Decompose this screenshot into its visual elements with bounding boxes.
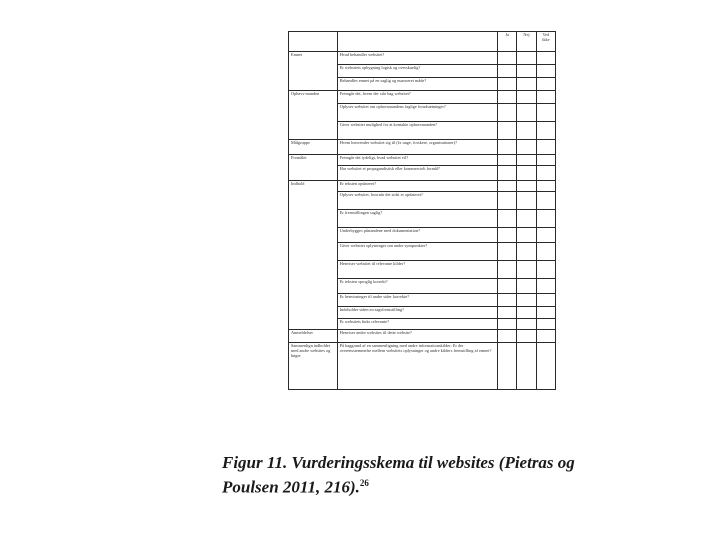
checkbox-cell-nej xyxy=(517,330,536,343)
category-label: Emnet xyxy=(289,52,338,91)
checkbox-cell-ved-ikke xyxy=(536,330,555,343)
checkbox-cell-ved-ikke xyxy=(536,155,555,166)
checkbox-cell-nej xyxy=(517,319,536,330)
checkbox-cell-nej xyxy=(517,243,536,261)
checkbox-cell-nej xyxy=(517,343,536,390)
question-text: Fremgår det tydeligt, hvad websitet vil? xyxy=(337,155,497,166)
form-row xyxy=(289,140,556,155)
checkbox-cell-nej xyxy=(517,210,536,228)
checkbox-cell-nej xyxy=(517,166,536,181)
checkbox-cell-ja xyxy=(498,65,517,78)
checkbox-cell-ved-ikke xyxy=(536,140,555,155)
checkbox-cell-ja xyxy=(498,330,517,343)
table-header-row xyxy=(289,32,556,52)
question-text: Er websitets opbygning logisk og overskuelig? xyxy=(337,65,497,78)
checkbox-cell-nej xyxy=(517,261,536,279)
checkbox-cell-ved-ikke xyxy=(536,78,555,91)
caption-text: Figur 11. Vurderingsskema til websites (Pietras og Poulsen 2011, 216). xyxy=(222,453,575,497)
header-blank-cell xyxy=(337,32,497,52)
checkbox-cell-nej xyxy=(517,155,536,166)
checkbox-cell-nej xyxy=(517,78,536,91)
checkbox-cell-ved-ikke xyxy=(536,166,555,181)
checkbox-cell-nej xyxy=(517,294,536,307)
checkbox-cell-nej xyxy=(517,122,536,140)
question-text: Oplyser websitet, hvornår det sidst er opdateret? xyxy=(337,192,497,210)
question-text: Fremgår det, hvem der står bag websitet? xyxy=(337,91,497,104)
checkbox-cell-ved-ikke xyxy=(536,307,555,319)
question-text: Henviser andre websites til dette website? xyxy=(337,330,497,343)
checkbox-cell-ja xyxy=(498,181,517,192)
checkbox-cell-ja xyxy=(498,91,517,104)
question-text: Oplyser websitet om ophavsmandens faglige forudsætninger? xyxy=(337,104,497,122)
category-label: Anmeldelser xyxy=(289,330,338,343)
question-text: Er fremstillingen saglig? xyxy=(337,210,497,228)
checkbox-cell-ja xyxy=(498,140,517,155)
figure-caption xyxy=(222,453,622,498)
checkbox-cell-ja xyxy=(498,192,517,210)
checkbox-cell-nej xyxy=(517,307,536,319)
checkbox-cell-ja xyxy=(498,307,517,319)
checkbox-cell-nej xyxy=(517,91,536,104)
checkbox-cell-ja xyxy=(498,261,517,279)
question-text: På baggrund af en sammenligning med andre informationskilder: Er der overensstemmelse mellem websitets oplysninger og andre kilders fremstilling af emnet? xyxy=(337,343,497,390)
checkbox-cell-ja xyxy=(498,166,517,181)
checkbox-cell-ja xyxy=(498,210,517,228)
checkbox-cell-ja xyxy=(498,319,517,330)
question-text: Har websitet et propagandistisk eller kommercielt formål? xyxy=(337,166,497,181)
checkbox-cell-ja xyxy=(498,243,517,261)
header-ved-ikke: Ved ikke xyxy=(536,32,555,52)
question-text: Behandles emnet på en saglig og nuanceret måde? xyxy=(337,78,497,91)
form-row xyxy=(289,181,556,192)
question-text: Hvem henvender websitet sig til (fx unge, forskere, organisationer)? xyxy=(337,140,497,155)
checkbox-cell-ved-ikke xyxy=(536,279,555,294)
checkbox-cell-nej xyxy=(517,104,536,122)
evaluation-table xyxy=(288,31,556,390)
question-text: Er teksten sproglig korrekt? xyxy=(337,279,497,294)
checkbox-cell-ved-ikke xyxy=(536,181,555,192)
checkbox-cell-ja xyxy=(498,294,517,307)
checkbox-cell-ved-ikke xyxy=(536,261,555,279)
checkbox-cell-ved-ikke xyxy=(536,294,555,307)
question-text: Underbygges påstandene med dokumentation? xyxy=(337,228,497,243)
form-row xyxy=(289,330,556,343)
checkbox-cell-ja xyxy=(498,279,517,294)
checkbox-cell-nej xyxy=(517,65,536,78)
caption-footnote: 26 xyxy=(359,478,369,488)
checkbox-cell-ved-ikke xyxy=(536,122,555,140)
checkbox-cell-nej xyxy=(517,52,536,65)
checkbox-cell-ved-ikke xyxy=(536,52,555,65)
category-label: Ophavs-manden xyxy=(289,91,338,140)
checkbox-cell-ved-ikke xyxy=(536,210,555,228)
checkbox-cell-ja xyxy=(498,228,517,243)
category-label: Indhold xyxy=(289,181,338,330)
checkbox-cell-ved-ikke xyxy=(536,104,555,122)
checkbox-cell-ved-ikke xyxy=(536,319,555,330)
header-nej: Nej xyxy=(517,32,536,52)
form-row xyxy=(289,52,556,65)
header-ja: Ja xyxy=(498,32,517,52)
category-label: Målgruppe xyxy=(289,140,338,155)
question-text: Er teksten opdateret? xyxy=(337,181,497,192)
question-text: Er henvisninger til andre sider korrekte? xyxy=(337,294,497,307)
question-text: Giver websitet oplysninger om andre synspunkter? xyxy=(337,243,497,261)
header-blank-cell xyxy=(289,32,338,52)
question-text: Giver websitet mulighed for at kontakte ophavsmanden? xyxy=(337,122,497,140)
category-label: Formålet xyxy=(289,155,338,181)
form-row xyxy=(289,343,556,390)
checkbox-cell-ved-ikke xyxy=(536,343,555,390)
checkbox-cell-ja xyxy=(498,155,517,166)
checkbox-cell-ved-ikke xyxy=(536,228,555,243)
checkbox-cell-ved-ikke xyxy=(536,65,555,78)
checkbox-cell-nej xyxy=(517,181,536,192)
form-row xyxy=(289,155,556,166)
checkbox-cell-ja xyxy=(498,78,517,91)
checkbox-cell-ja xyxy=(498,343,517,390)
question-text: Hvad behandler websitet? xyxy=(337,52,497,65)
checkbox-cell-ja xyxy=(498,52,517,65)
checkbox-cell-nej xyxy=(517,228,536,243)
checkbox-cell-nej xyxy=(517,279,536,294)
checkbox-cell-ved-ikke xyxy=(536,192,555,210)
checkbox-cell-ja xyxy=(498,104,517,122)
checkbox-cell-nej xyxy=(517,140,536,155)
question-text: Henviser websitet til relevante kilder? xyxy=(337,261,497,279)
category-label: Sammenlign indholdet med andre websites og bøger xyxy=(289,343,338,390)
question-text: Indeholder siden en sagsfremstilling? xyxy=(337,307,497,319)
form-row xyxy=(289,91,556,104)
scanned-evaluation-form xyxy=(288,31,556,429)
checkbox-cell-ved-ikke xyxy=(536,91,555,104)
checkbox-cell-nej xyxy=(517,192,536,210)
checkbox-cell-ved-ikke xyxy=(536,243,555,261)
question-text: Er websitets links relevante? xyxy=(337,319,497,330)
checkbox-cell-ja xyxy=(498,122,517,140)
